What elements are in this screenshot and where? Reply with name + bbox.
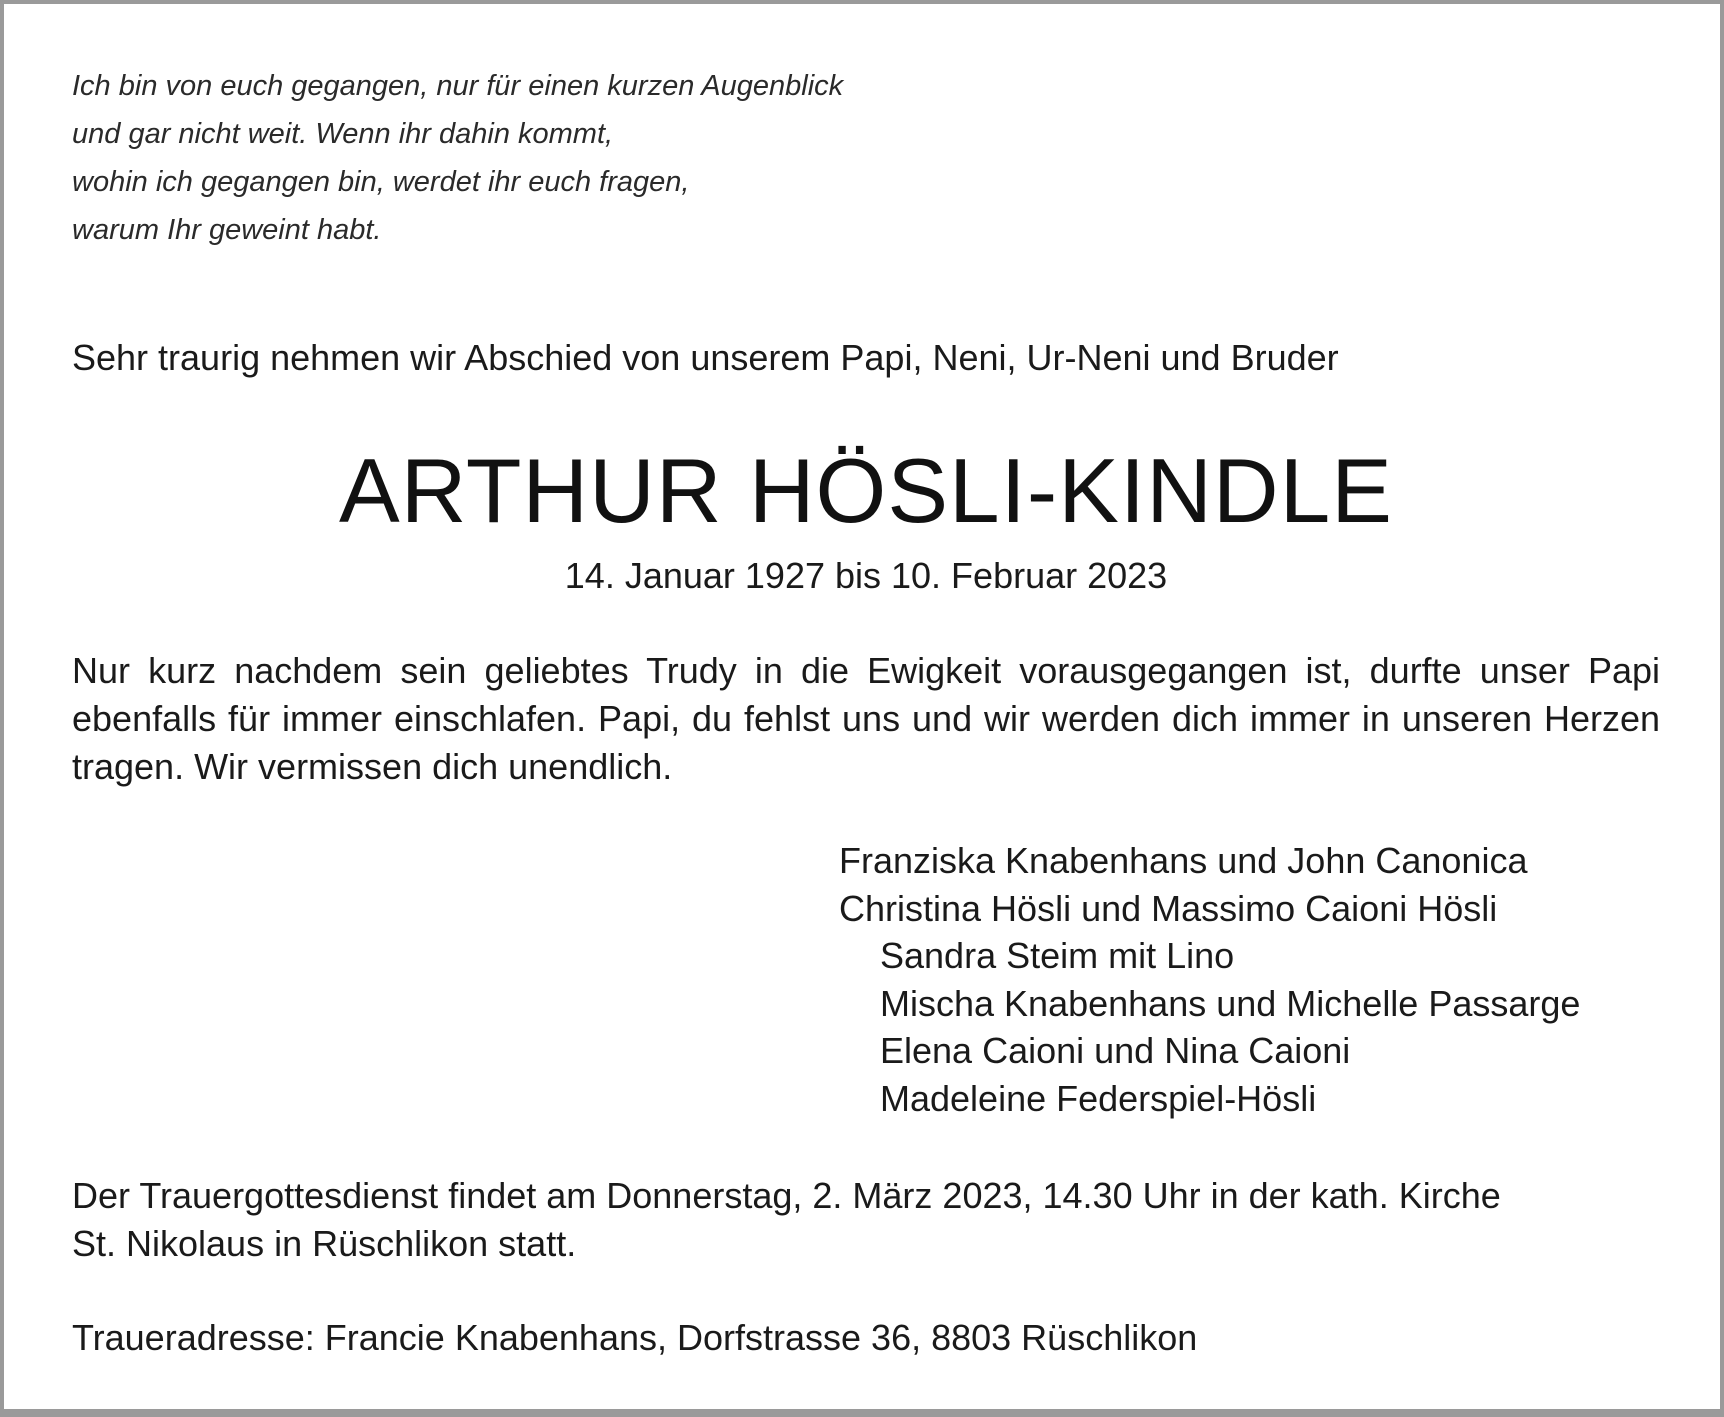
mourner-entry: Mischa Knabenhans und Michelle Passarge (880, 982, 1581, 1024)
mourner-entry: Franziska Knabenhans und John Canonica (839, 840, 1528, 881)
tribute-text: Nur kurz nachdem sein geliebtes Trudy in die Ewigkeit vorausgegangen ist, durfte unser Papi ebenfalls für immer einschlafen. Papi, du fehlst uns und wir werden dich immer in unseren Herzen tragen. Wir vermissen dich unendlich. (72, 650, 1660, 787)
mourner-entry: Sandra Steim mit Lino (880, 935, 1235, 976)
funeral-service-info (72, 1172, 1672, 1268)
mourner-entry: Madeleine Federspiel-Hösli (880, 1077, 1317, 1119)
motto-line: wohin ich gegangen bin, werdet ihr euch fragen, (72, 166, 690, 198)
life-dates: 14. Januar 1927 bis 10. Februar 2023 (564, 555, 1168, 596)
motto-line: Ich bin von euch gegangen, nur für einen kurzen Augenblick (72, 70, 844, 102)
mourning-address: Traueradresse: Francie Knabenhans, Dorfstrasse 36, 8803 Rüschlikon (72, 1317, 1198, 1358)
mourners-list (839, 837, 1699, 1122)
motto-line: warum Ihr geweint habt. (72, 214, 382, 246)
motto-poem (72, 62, 1172, 254)
service-line: St. Nikolaus in Rüschlikon statt. (72, 1223, 577, 1264)
mourner-entry: Christina Hösli und Massimo Caioni Hösli (839, 887, 1498, 929)
deceased-name: ARTHUR HÖSLI-KINDLE (339, 441, 1393, 542)
motto-line: und gar nicht weit. Wenn ihr dahin kommt, (72, 118, 614, 150)
farewell-intro: Sehr traurig nehmen wir Abschied von unserem Papi, Neni, Ur-Neni und Bruder (72, 337, 1339, 378)
service-line: Der Trauergottesdienst findet am Donnerstag, 2. März 2023, 14.30 Uhr in der kath. Kirche (72, 1175, 1501, 1216)
mourner-entry: Elena Caioni und Nina Caioni (880, 1030, 1351, 1071)
